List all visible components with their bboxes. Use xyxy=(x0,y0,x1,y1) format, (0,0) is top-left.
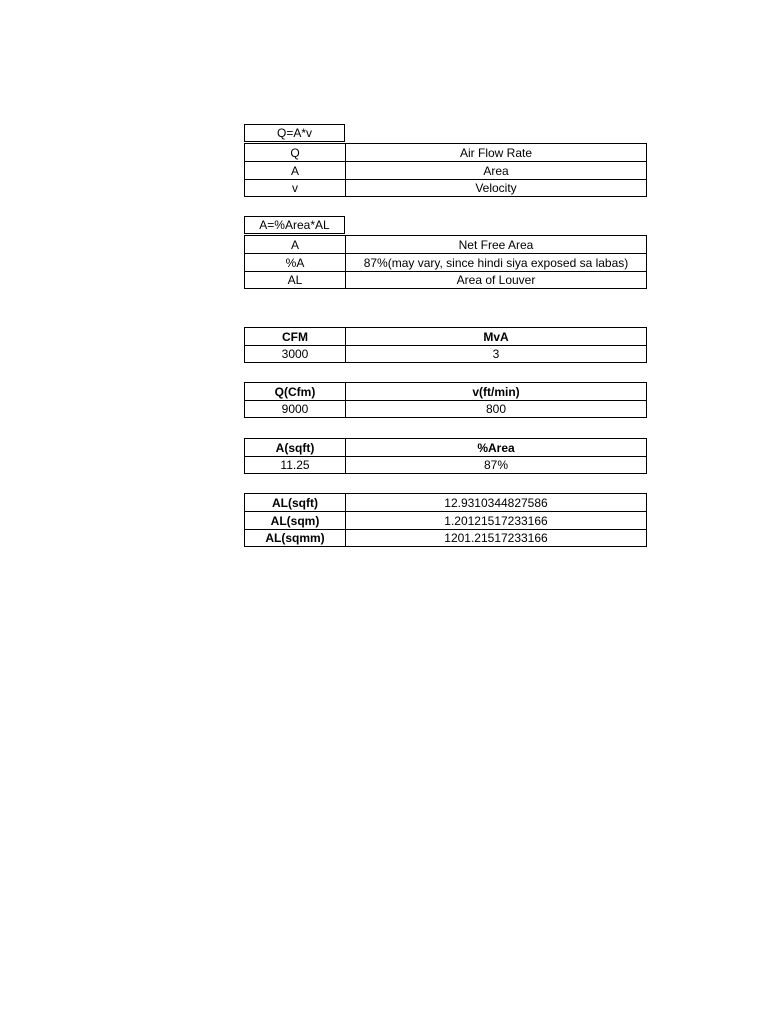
formula-q-header-row xyxy=(244,124,647,142)
table-row xyxy=(244,345,647,363)
formula-q-block xyxy=(244,124,647,197)
formula-a-block xyxy=(244,216,647,289)
formula-q-header[interactable]: Q=A*v xyxy=(244,124,345,142)
formula-symbol[interactable]: A xyxy=(244,161,345,179)
formula-meaning[interactable]: 87%(may vary, since hindi siya exposed sa labas) xyxy=(345,253,647,271)
velocity-header[interactable]: v(ft/min) xyxy=(345,382,647,400)
al-sqm-label[interactable]: AL(sqm) xyxy=(244,511,345,529)
formula-row xyxy=(244,179,647,197)
percent-area-value[interactable]: 87% xyxy=(345,456,647,474)
formula-q-header-empty[interactable] xyxy=(345,124,647,142)
al-sqmm-value[interactable]: 1201.21517233166 xyxy=(345,529,647,547)
formula-symbol[interactable]: %A xyxy=(244,253,345,271)
velocity-value[interactable]: 800 xyxy=(345,400,647,418)
formula-symbol[interactable]: Q xyxy=(244,143,345,161)
table-row xyxy=(244,529,647,547)
formula-row xyxy=(244,235,647,253)
formula-a-header-row xyxy=(244,216,647,234)
cfm-value[interactable]: 3000 xyxy=(244,345,345,363)
formula-row xyxy=(244,253,647,271)
formula-meaning[interactable]: Velocity xyxy=(345,179,647,197)
al-sqft-label[interactable]: AL(sqft) xyxy=(244,493,345,511)
formula-a-header-empty[interactable] xyxy=(345,216,647,234)
table-row xyxy=(244,400,647,418)
formula-a-header[interactable]: A=%Area*AL xyxy=(244,216,345,234)
mva-header[interactable]: MvA xyxy=(345,327,647,345)
table-header-row xyxy=(244,327,647,345)
area-table xyxy=(244,438,647,474)
formula-symbol[interactable]: AL xyxy=(244,271,345,289)
table-row xyxy=(244,511,647,529)
mva-value[interactable]: 3 xyxy=(345,345,647,363)
percent-area-header[interactable]: %Area xyxy=(345,438,647,456)
q-cfm-value[interactable]: 9000 xyxy=(244,400,345,418)
table-row xyxy=(244,493,647,511)
table-row xyxy=(244,456,647,474)
formula-meaning[interactable]: Area xyxy=(345,161,647,179)
formula-meaning[interactable]: Net Free Area xyxy=(345,235,647,253)
q-cfm-header[interactable]: Q(Cfm) xyxy=(244,382,345,400)
al-sqmm-label[interactable]: AL(sqmm) xyxy=(244,529,345,547)
table-header-row xyxy=(244,438,647,456)
formula-meaning[interactable]: Area of Louver xyxy=(345,271,647,289)
louver-area-table xyxy=(244,493,647,547)
formula-symbol[interactable]: v xyxy=(244,179,345,197)
flow-velocity-table xyxy=(244,382,647,418)
formula-symbol[interactable]: A xyxy=(244,235,345,253)
cfm-table xyxy=(244,327,647,363)
cfm-header[interactable]: CFM xyxy=(244,327,345,345)
formula-row xyxy=(244,143,647,161)
formula-row xyxy=(244,271,647,289)
formula-row xyxy=(244,161,647,179)
al-sqm-value[interactable]: 1.20121517233166 xyxy=(345,511,647,529)
area-sqft-header[interactable]: A(sqft) xyxy=(244,438,345,456)
al-sqft-value[interactable]: 12.9310344827586 xyxy=(345,493,647,511)
formula-meaning[interactable]: Air Flow Rate xyxy=(345,143,647,161)
area-sqft-value[interactable]: 11.25 xyxy=(244,456,345,474)
table-header-row xyxy=(244,382,647,400)
